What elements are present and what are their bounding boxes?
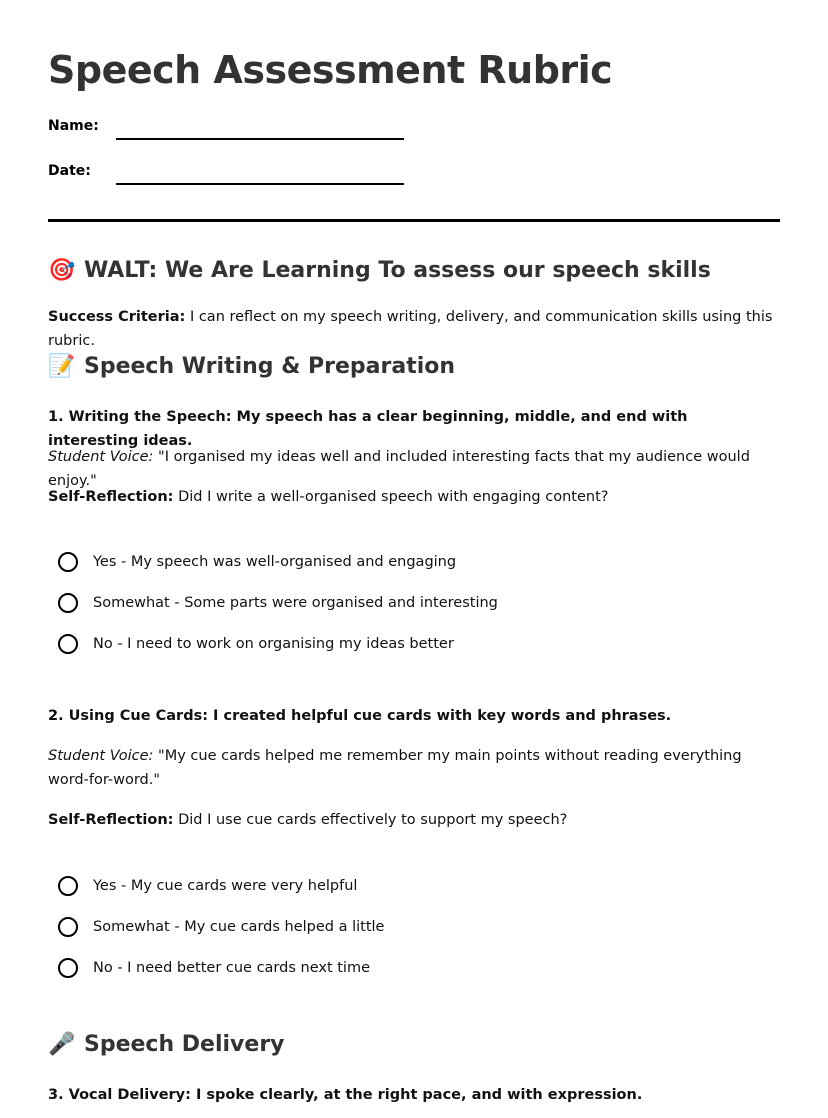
section-delivery-heading-text: Speech Delivery (84, 1032, 285, 1057)
student-voice-text: "I organised my ideas well and included interesting facts that my audience would enjoy." (48, 449, 750, 489)
option-label: Yes - My cue cards were very helpful (93, 878, 358, 894)
student-voice-text: "My cue cards helped me remember my main points without reading everything word-for-word." (48, 748, 742, 788)
microphone-icon: 🎤 (48, 1032, 76, 1057)
radio-button[interactable] (58, 634, 78, 654)
radio-button[interactable] (58, 917, 78, 937)
section-writing-heading-text: Speech Writing & Preparation (84, 354, 456, 379)
question-2-option-somewhat[interactable] (58, 917, 384, 937)
option-label: Yes - My speech was well-organised and engaging (93, 554, 457, 570)
name-label: Name: (48, 118, 99, 134)
date-label: Date: (48, 163, 91, 179)
option-label: No - I need better cue cards next time (93, 960, 371, 976)
question-1-self-reflection (48, 485, 780, 509)
option-label: No - I need to work on organising my ideas better (93, 636, 454, 652)
question-2-title: 2. Using Cue Cards: I created helpful cue cards with key words and phrases. (48, 708, 672, 724)
divider (48, 219, 780, 222)
page-title: Speech Assessment Rubric (48, 48, 613, 92)
question-2-self-reflection (48, 808, 780, 832)
self-reflection-label: Self-Reflection: (48, 812, 174, 828)
walt-heading (48, 258, 711, 283)
name-field[interactable] (116, 138, 404, 140)
self-reflection-label: Self-Reflection: (48, 489, 174, 505)
question-1-title: 1. Writing the Speech: My speech has a clear beginning, middle, and end with interesting ideas. (48, 409, 688, 449)
success-criteria (48, 305, 780, 353)
question-2-student-voice (48, 744, 768, 792)
question-3-title: 3. Vocal Delivery: I spoke clearly, at the right pace, and with expression. (48, 1087, 643, 1103)
question-1-option-yes[interactable] (58, 552, 456, 572)
success-criteria-text: I can reflect on my speech writing, delivery, and communication skills using this rubric. (48, 309, 773, 349)
radio-button[interactable] (58, 593, 78, 613)
walt-heading-text: WALT: We Are Learning To assess our speech skills (84, 258, 711, 283)
radio-button[interactable] (58, 876, 78, 896)
success-criteria-label: Success Criteria: (48, 309, 186, 325)
question-2-option-yes[interactable] (58, 876, 357, 896)
radio-button[interactable] (58, 552, 78, 572)
question-2-option-no[interactable] (58, 958, 370, 978)
question-1-option-somewhat[interactable] (58, 593, 498, 613)
option-label: Somewhat - Some parts were organised and interesting (93, 595, 498, 611)
target-icon: 🎯 (48, 258, 76, 283)
date-field[interactable] (116, 183, 404, 185)
section-delivery-heading (48, 1032, 285, 1057)
self-reflection-text: Did I write a well-organised speech with engaging content? (173, 489, 609, 505)
self-reflection-text: Did I use cue cards effectively to support my speech? (173, 812, 568, 828)
radio-button[interactable] (58, 958, 78, 978)
student-voice-label: Student Voice: (48, 748, 154, 764)
section-writing-heading (48, 354, 455, 379)
memo-icon: 📝 (48, 354, 76, 379)
option-label: Somewhat - My cue cards helped a little (93, 919, 385, 935)
student-voice-label: Student Voice: (48, 449, 154, 465)
question-1-option-no[interactable] (58, 634, 454, 654)
